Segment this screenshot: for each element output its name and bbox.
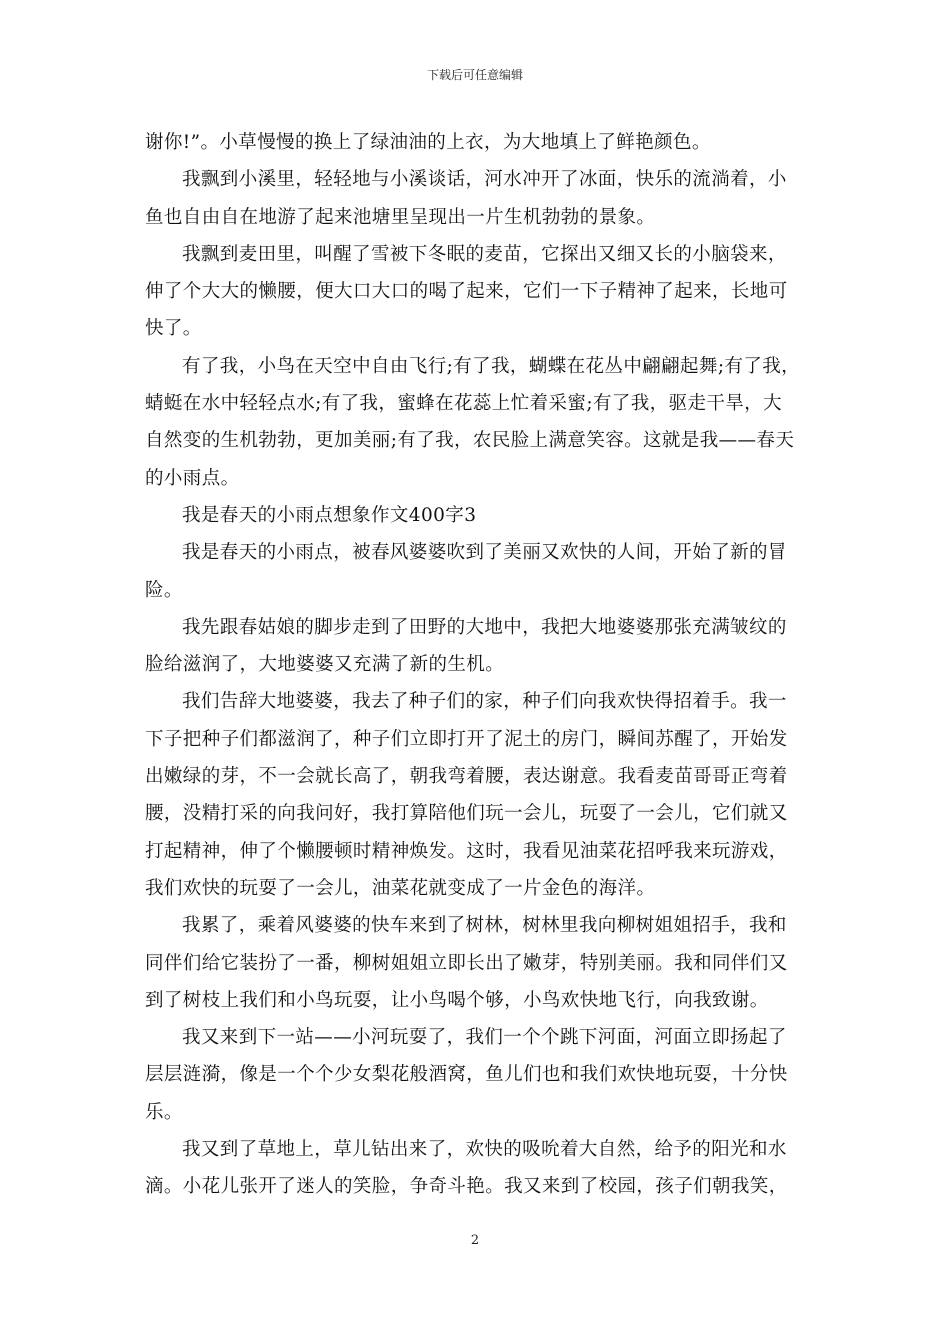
text-line: 我飘到麦田里，叫醒了雪被下冬眠的麦苗，它探出又细又长的小脑袋来， [182,243,787,265]
document-body [145,124,815,1206]
text-line: 同伴们给它装扮了一番，柳树姐姐立即长出了嫩芽，特别美丽。我和同伴们又 [145,952,788,974]
text-line: 到了树枝上我们和小鸟玩耍，让小鸟喝个够，小鸟欢快地飞行，向我致谢。 [145,989,769,1011]
text-line: 我又到了草地上，草儿钻出来了，欢快的吸吮着大自然，给予的阳光和水 [182,1139,787,1161]
text-line: 我们告辞大地婆婆，我去了种子们的家，种子们向我欢快得招着手。我一 [182,691,787,713]
text-line: 的小雨点。 [145,467,240,489]
text-line: 鱼也自由自在地游了起来池塘里呈现出一片生机勃勃的景象。 [145,206,656,228]
text-line: 我是春天的小雨点，被春风婆婆吹到了美丽又欢快的人间，开始了新的冒 [182,542,787,564]
text-line: 我飘到小溪里，轻轻地与小溪谈话，河水冲开了冰面，快乐的流淌着，小 [182,169,787,191]
text-line: 我累了，乘着风婆婆的快车来到了树林，树林里我向柳树姐姐招手，我和 [182,915,787,937]
text-line: 有了我，小鸟在天空中自由飞行;有了我，蝴蝶在花丛中翩翩起舞;有了我， [182,355,801,377]
text-line: 下子把种子们都滋润了，种子们立即打开了泥土的房门，瞬间苏醒了，开始发 [145,728,788,750]
text-line: 自然变的生机勃勃，更加美丽;有了我，农民脸上满意笑容。这就是我——春天 [145,430,795,452]
text-line: 伸了个大大的懒腰，便大口大口的喝了起来，它们一下子精神了起来，长地可 [145,281,788,303]
text-line: 我先跟春姑娘的脚步走到了田野的大地中，我把大地婆婆那张充满皱纹的 [182,616,787,638]
page-header: 下载后可任意编辑 [426,68,523,82]
text-line: 脸给滋润了，大地婆婆又充满了新的生机。 [145,654,505,676]
text-line: 谢你!”。小草慢慢的换上了绿油油的上衣，为大地填上了鲜艳颜色。 [145,132,711,153]
text-line: 乐。 [145,1101,183,1123]
text-line: 蜻蜓在水中轻轻点水;有了我，蜜蜂在花蕊上忙着采蜜;有了我，驱走干旱，大 [145,393,782,415]
page-number: 2 [470,1233,480,1248]
text-line: 出嫩绿的芽，不一会就长高了，朝我弯着腰，表达谢意。我看麦苗哥哥正弯着 [145,766,788,788]
text-line: 腰，没精打采的向我问好，我打算陪他们玩一会儿，玩耍了一会儿，它们就又 [145,803,788,825]
text-line: 快了。 [145,318,202,340]
text-line: 我是春天的小雨点想象作文400字3 [182,504,477,526]
text-line: 我们欢快的玩耍了一会儿，油菜花就变成了一片金色的海洋。 [145,877,656,899]
text-line: 险。 [145,579,183,601]
text-line: 我又来到下一站——小河玩耍了，我们一个个跳下河面，河面立即扬起了 [182,1027,787,1049]
text-line: 层层涟漪，像是一个个少女梨花般酒窝，鱼儿们也和我们欢快地玩耍，十分快 [145,1064,788,1086]
text-line: 打起精神，伸了个懒腰顿时精神焕发。这时，我看见油菜花招呼我来玩游戏， [145,840,788,862]
text-line: 滴。小花儿张开了迷人的笑脸，争奇斗艳。我又来到了校园，孩子们朝我笑， [145,1176,788,1198]
